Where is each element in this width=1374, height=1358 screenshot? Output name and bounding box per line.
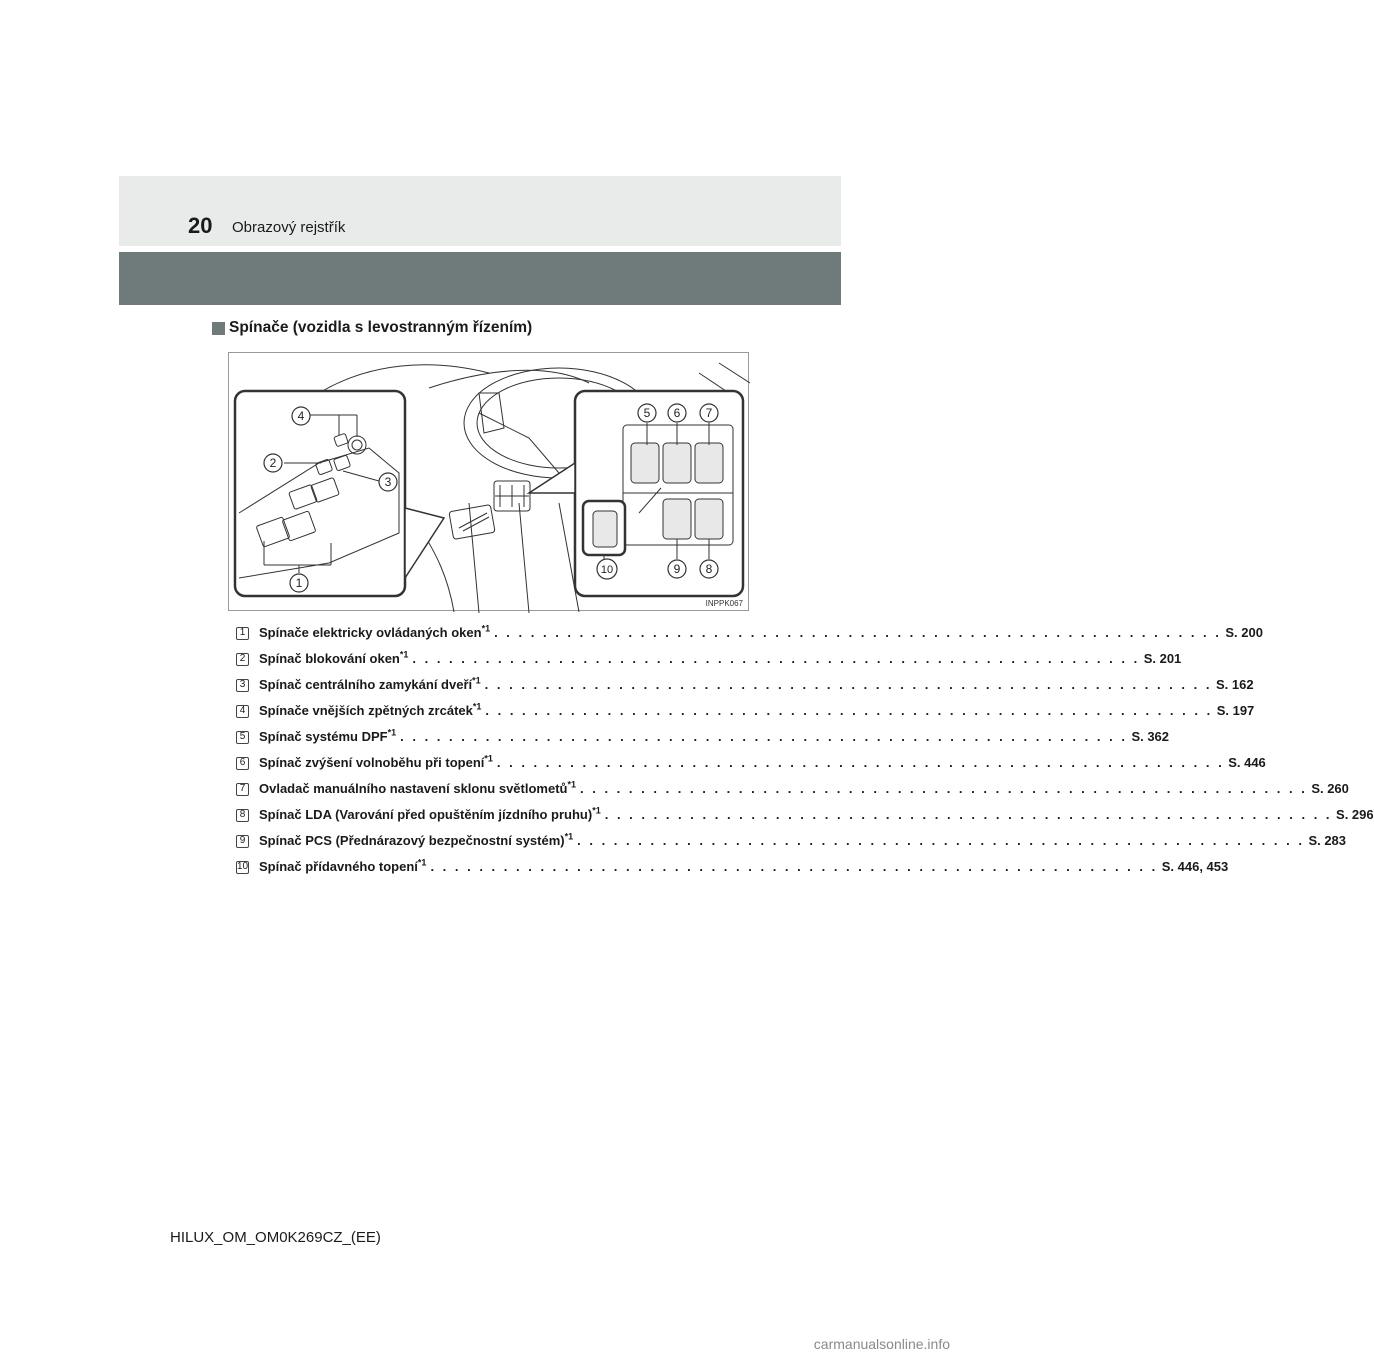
callout-6: 6: [673, 406, 681, 420]
callout-9: 9: [673, 562, 681, 576]
footnote-mark: *1: [484, 753, 493, 764]
page-reference-link[interactable]: S. 296: [1336, 807, 1374, 822]
item-number: 9: [236, 835, 249, 848]
page-reference-link[interactable]: S. 362: [1131, 729, 1170, 744]
list-item: [236, 828, 1347, 854]
item-label: Spínače vnějších zpětných zrcátek$^{*1}$: [259, 701, 482, 718]
leader-dots: . . . . . . . . . . . . . . . . . . . . . . . . . . . . . . . . . . . . . . . . . . . . . . . . . . . . . . . . . . . .: [494, 625, 1222, 640]
section-title-text: Spínače (vozidla s levostranným řízením): [229, 319, 533, 336]
footnote-mark: *1: [472, 675, 481, 686]
item-number: 2: [236, 653, 249, 666]
leader-dots: . . . . . . . . . . . . . . . . . . . . . . . . . . . . . . . . . . . . . . . . . . . . . . . . . . . . . . . . . . . .: [412, 651, 1140, 666]
item-label: Ovladač manuálního nastavení sklonu světlometů$^{*1}$: [259, 779, 576, 796]
list-item: [236, 620, 1263, 646]
item-label: Spínač systému DPF$^{*1}$: [259, 727, 397, 744]
callout-7: 7: [705, 406, 713, 420]
figure-code: INPPK067: [705, 599, 743, 608]
list-item: [236, 750, 1266, 776]
leader-dots: . . . . . . . . . . . . . . . . . . . . . . . . . . . . . . . . . . . . . . . . . . . . . . . . . . . . . . . . . . . .: [430, 859, 1158, 874]
leader-dots: . . . . . . . . . . . . . . . . . . . . . . . . . . . . . . . . . . . . . . . . . . . . . . . . . . . . . . . . . . . .: [577, 833, 1305, 848]
section-square-icon: [212, 322, 225, 335]
callout-3: 3: [384, 475, 392, 489]
page-reference-link[interactable]: S. 446: [1228, 755, 1266, 770]
callout-8: 8: [705, 562, 713, 576]
callout-10: 10: [600, 564, 614, 576]
item-number: 1: [236, 627, 249, 640]
list-item: [236, 802, 1374, 828]
document-code: HILUX_OM_OM0K269CZ_(EE): [170, 1229, 381, 1246]
footnote-mark: *1: [387, 727, 397, 738]
list-item: [236, 672, 1254, 698]
list-item: [236, 646, 1182, 672]
leader-dots: . . . . . . . . . . . . . . . . . . . . . . . . . . . . . . . . . . . . . . . . . . . . . . . . . . . . . . . . . . . .: [485, 703, 1213, 718]
page-reference-link[interactable]: S. 446, 453: [1161, 859, 1229, 874]
page-reference-link[interactable]: S. 200: [1225, 625, 1263, 640]
item-label: Spínače elektricky ovládaných oken$^{*1}$: [259, 623, 491, 640]
switches-illustration: [228, 352, 749, 611]
item-number: 6: [236, 757, 249, 770]
item-number: 3: [236, 679, 249, 692]
page-number: 20: [188, 213, 213, 238]
item-label: Spínač blokování oken$^{*1}$: [259, 649, 409, 666]
item-number: 4: [236, 705, 249, 718]
footnote-mark: *1: [417, 857, 427, 868]
leader-dots: . . . . . . . . . . . . . . . . . . . . . . . . . . . . . . . . . . . . . . . . . . . . . . . . . . . . . . . . . . . .: [580, 781, 1308, 796]
leader-dots: . . . . . . . . . . . . . . . . . . . . . . . . . . . . . . . . . . . . . . . . . . . . . . . . . . . . . . . . . . . .: [400, 729, 1128, 744]
item-number: 7: [236, 783, 249, 796]
item-number: 8: [236, 809, 249, 822]
leader-dots: . . . . . . . . . . . . . . . . . . . . . . . . . . . . . . . . . . . . . . . . . . . . . . . . . . . . . . . . . . . .: [484, 677, 1212, 692]
page-reference-link[interactable]: S. 197: [1216, 703, 1255, 718]
footnote-mark: *1: [567, 779, 576, 790]
header-dark-band: [119, 252, 841, 305]
list-item: [236, 724, 1170, 750]
item-label: Spínač centrálního zamykání dveří$^{*1}$: [259, 675, 481, 692]
callout-2: 2: [269, 456, 277, 470]
item-label: Spínač zvýšení volnoběhu při topení$^{*1}$: [259, 753, 493, 770]
watermark: carmanualsonline.info: [813, 1336, 950, 1352]
callout-4: 4: [297, 409, 305, 423]
item-number: 5: [236, 731, 249, 744]
list-item: [236, 698, 1255, 724]
page-reference-link[interactable]: S. 162: [1215, 677, 1254, 692]
header-band: [119, 176, 841, 246]
item-label: Spínač PCS (Přednárazový bezpečnostní systém)$^{*1}$: [259, 831, 574, 848]
callout-1: 1: [295, 576, 303, 590]
switch-list: [236, 620, 1374, 880]
list-item: [236, 854, 1229, 880]
footnote-mark: *1: [481, 623, 491, 634]
illustration-drawing: [229, 353, 750, 612]
leader-dots: . . . . . . . . . . . . . . . . . . . . . . . . . . . . . . . . . . . . . . . . . . . . . . . . . . . . . . . . . . . .: [496, 755, 1225, 770]
footnote-mark: *1: [564, 831, 574, 842]
section-title: [212, 318, 532, 338]
footnote-mark: *1: [399, 649, 409, 660]
page-reference-link[interactable]: S. 260: [1311, 781, 1349, 796]
item-label: Spínač přídavného topení$^{*1}$: [259, 857, 427, 874]
callout-5: 5: [643, 406, 651, 420]
list-item: [236, 776, 1349, 802]
item-label: Spínač LDA (Varování před opuštěním jízdního pruhu)$^{*1}$: [259, 805, 601, 822]
item-number: 10: [236, 861, 249, 872]
chapter-title: Obrazový rejstřík: [232, 219, 346, 236]
leader-dots: . . . . . . . . . . . . . . . . . . . . . . . . . . . . . . . . . . . . . . . . . . . . . . . . . . . . . . . . . . . .: [604, 807, 1333, 822]
footnote-mark: *1: [592, 805, 601, 816]
page-reference-link[interactable]: S. 283: [1308, 833, 1347, 848]
footnote-mark: *1: [472, 701, 482, 712]
page-reference-link[interactable]: S. 201: [1143, 651, 1182, 666]
